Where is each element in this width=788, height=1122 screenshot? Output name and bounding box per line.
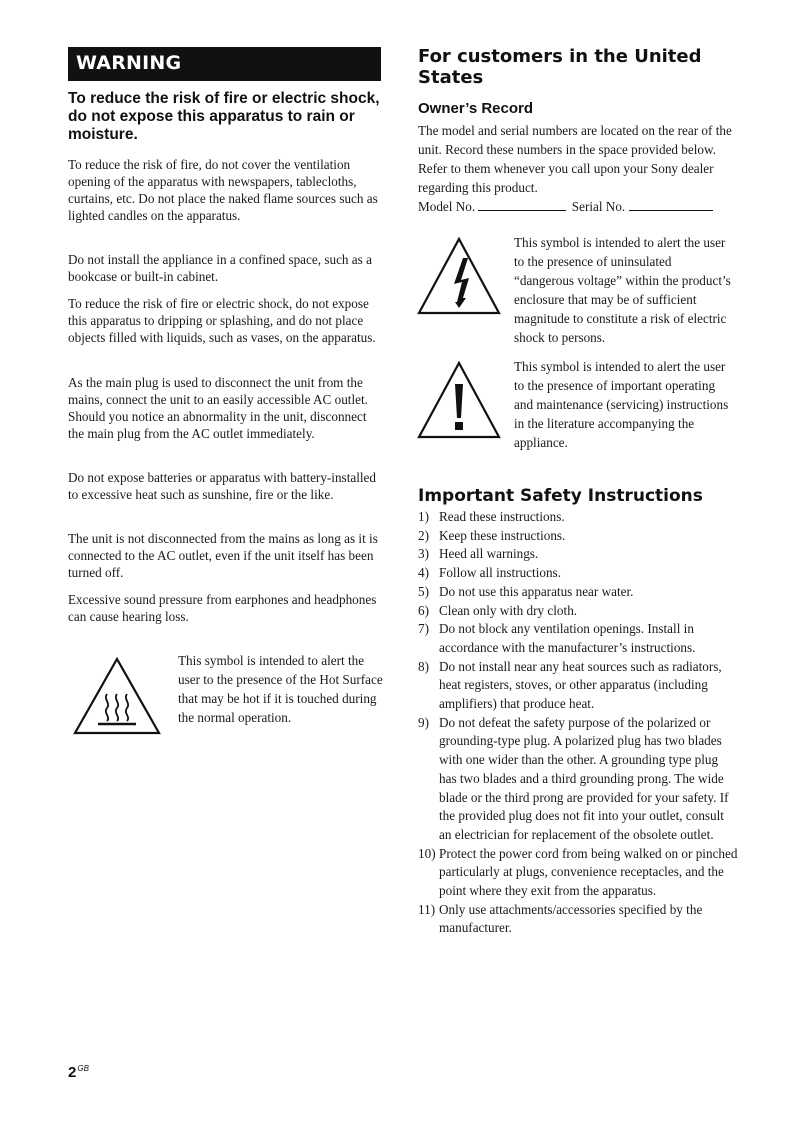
warning-paragraph: Do not install the appliance in a confined space, such as a bookcase or built-in cabinet. — [68, 252, 372, 284]
list-item: 8) Do not install near any heat sources such as radiators, heat registers, stoves, or other apparatus (including amplifiers) that produce heat. — [418, 658, 722, 712]
model-label: Model No. — [418, 199, 476, 214]
list-item: 6) Clean only with dry cloth. — [418, 602, 578, 618]
list-item: 7) Do not block any ventilation openings. Install in accordance with the manufacturer’s instructions. — [418, 621, 696, 655]
list-item: 4) Follow all instructions. — [418, 565, 561, 581]
hot-surface-icon — [72, 656, 162, 736]
list-item: 3) Heed all warnings. — [418, 546, 539, 562]
safety-list — [418, 508, 738, 938]
warning-paragraph: The unit is not disconnected from the mains as long as it is connected to the AC outlet, even if the unit itself has been turned off. — [68, 531, 378, 580]
list-item: 2) Keep these instructions. — [418, 527, 566, 543]
owners-record-text: The model and serial numbers are located on the rear of the unit. Record these numbers in the space provided below. Refer to them whenever you call upon your Sony dealer regarding this product. — [418, 123, 732, 195]
serial-label: Serial No. — [571, 199, 626, 214]
list-item: 5) Do not use this apparatus near water. — [418, 583, 634, 599]
us-customers-title: For customers in the United States — [418, 46, 702, 88]
serial-blank — [629, 209, 713, 211]
warning-banner — [68, 47, 381, 81]
voltage-symbol-text: This symbol is intended to alert the user to the presence of uninsulated “dangerous voltage” within the product’s enclosure that may be of sufficient magnitude to constitute a risk of electric shock to persons. — [514, 235, 731, 345]
warning-heading: To reduce the risk of fire or electric shock, do not expose this apparatus to rain or moisture. — [68, 90, 380, 143]
page-suffix: GB — [77, 1064, 89, 1073]
lightning-warning-icon — [416, 236, 502, 316]
list-item: 10) Protect the power cord from being walked on or pinched particularly at plugs, convenience receptacles, and the point where they exit from the apparatus. — [418, 845, 738, 899]
page-number: $2^{GB}$ — [68, 1064, 89, 1081]
warning-paragraph: Excessive sound pressure from earphones and headphones can cause hearing loss. — [68, 592, 377, 624]
list-item: 9) Do not defeat the safety purpose of the polarized or grounding-type plug. A polarized plug has two blades with one wider than the other. A grounding type plug has two blades and a third grounding prong. The wide blade or the third prong are provided for your safety. If the provided plug does not fit into your outlet, consult an electrician for replacement of the obsolete outlet. — [418, 714, 729, 842]
warning-paragraph: To reduce the risk of fire or electric shock, do not expose this apparatus to dripping or splashing, and do not place objects filled with liquids, such as vases, on the apparatus. — [68, 296, 376, 345]
warning-paragraph: As the main plug is used to disconnect the unit from the mains, connect the unit to an easily accessible AC outlet. Should you notice an abnormality in the unit, disconnect the main plug from the AC outlet immediately. — [68, 375, 368, 441]
warning-paragraph: Do not expose batteries or apparatus with battery-installed to excessive heat such as sunshine, fire or the like. — [68, 470, 376, 502]
exclamation-symbol-text: This symbol is intended to alert the user to the presence of important operating and maintenance (servicing) instructions in the literature accompanying the appliance. — [514, 359, 729, 450]
hot-surface-text: This symbol is intended to alert the user to the presence of the Hot Surface that may be hot if it is touched during the normal operation. — [178, 653, 383, 725]
owners-record-title: Owner’s Record — [418, 100, 534, 117]
model-blank — [478, 209, 566, 211]
warning-label: WARNING — [76, 52, 182, 74]
exclamation-warning-icon — [416, 360, 502, 440]
list-item: 1) Read these instructions. — [418, 509, 565, 524]
model-serial-line — [418, 197, 733, 216]
list-item: 11) Only use attachments/accessories specified by the manufacturer. — [418, 901, 703, 936]
safety-title: Important Safety Instructions — [418, 486, 703, 506]
warning-paragraph: To reduce the risk of fire, do not cover the ventilation opening of the apparatus with newspapers, tablecloths, curtains, etc. Do not place the naked flame sources such as lighted candles on the apparatus. — [68, 157, 378, 223]
